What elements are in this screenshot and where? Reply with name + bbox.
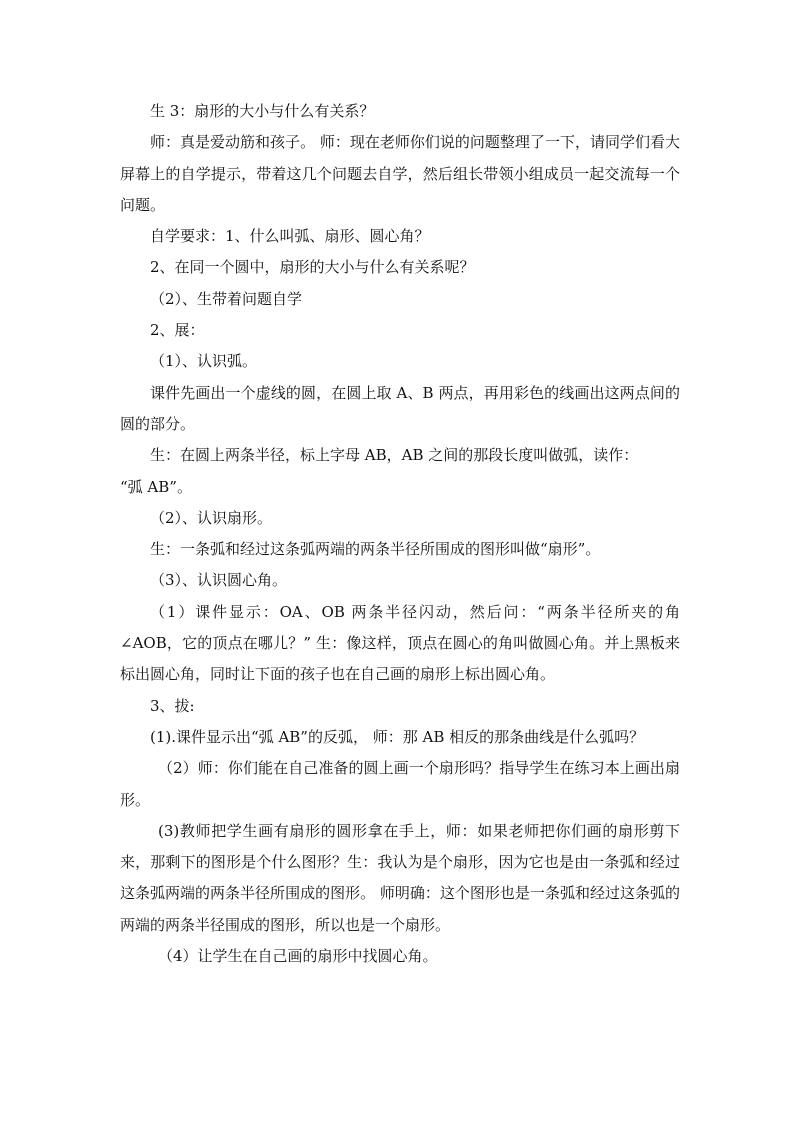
paragraph-self-study-requirements: 自学要求：1、什么叫弧、扇形、圆心角？ — [150, 227, 430, 246]
paragraph-requirement-2: 2、在同一个圆中，扇形的大小与什么有关系呢？ — [150, 258, 475, 277]
paragraph-recognize-central-angle: （3）、认识圆心角。 — [150, 571, 288, 590]
paragraph-remaining-shape: (3)教师把学生画有扇形的圆形拿在手上，师：如果老师把你们画的扇形剪下来，那剩下的图形是个什么图形？生：我认为是个扇形，因为它也是由一条弧和经过这条弧两端的两条半径所围成的图形。 师明确：这个图形也是一条弧和经过这条弧的两端的两条半径围成的图形，所以也是一个扇形。 — [120, 821, 680, 934]
paragraph-recognize-arc: （1）、认识弧。 — [150, 352, 258, 371]
paragraph-teacher-instructions: 师：真是爱动筋和孩子。 师：现在老师你们说的问题整理了一下，请同学们看大屏幕上的自学提示，带着这几个问题去自学，然后组长带领小组成员一起交流每一个问题。 — [120, 133, 680, 214]
paragraph-student-arc: 生：在圆上两条半径，标上字母 AB，AB 之间的那段长度叫做弧，读作： — [150, 446, 639, 465]
paragraph-courseware-circle: 课件先画出一个虚线的圆，在圆上取 A、B 两点，再用彩色的线画出这两点间的圆的部分。 — [120, 383, 680, 433]
paragraph-sector-definition: 生：一条弧和经过这条弧两端的两条半径所围成的图形叫做“扇形”。 — [150, 540, 601, 559]
document-body — [120, 96, 680, 972]
paragraph-section-show: 2、展： — [150, 321, 205, 340]
paragraph-draw-sector: （2）师：你们能在自己准备的圆上画一个扇形吗？指导学生在练习本上画出扇形。 — [120, 759, 680, 809]
paragraph-reverse-arc: (1).课件显示出“弧 AB”的反弧， 师：那 AB 相反的那条曲线是什么弧吗？ — [150, 727, 645, 746]
paragraph-self-study: （2）、生带着问题自学 — [150, 289, 303, 308]
paragraph-arc-ab-reading: “弧 AB”。 — [120, 477, 192, 496]
paragraph-recognize-sector: （2）、认识扇形。 — [150, 508, 273, 527]
paragraph-section-extend: 3、拔: — [150, 696, 195, 715]
paragraph-central-angle-activity: （1）课件显示：OA、OB 两条半径闪动，然后问：“两条半径所夹的角∠AOB，它的顶点在哪儿？” 生：像这样，顶点在圆心的角叫做圆心角。并上黑板来标出圆心角，同时让下面的孩子也在自己画的扇形上标出圆心角。 — [120, 602, 680, 684]
paragraph-find-central-angle: （4）让学生在自己画的扇形中找圆心角。 — [158, 947, 438, 966]
paragraph-student3-question: 生 3：扇形的大小与什么有关系？ — [150, 102, 375, 120]
